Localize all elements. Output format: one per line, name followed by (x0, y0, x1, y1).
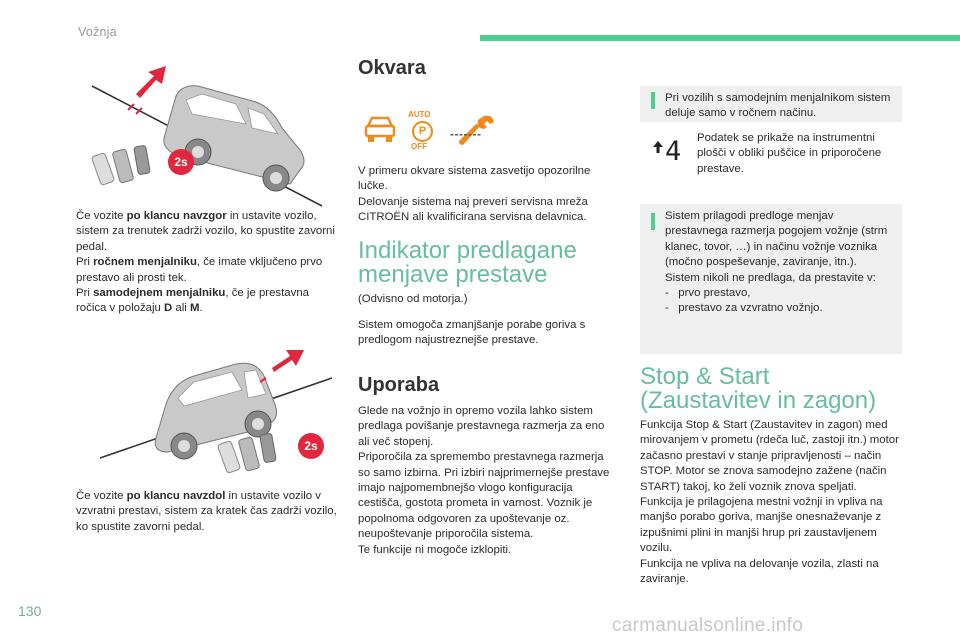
auto-label: AUTO (408, 110, 431, 119)
info-conditions-p1: Sistem prilagodi predloge menjav prestavnega razmerja pogojem vožnje (strm klanec, tovor, …) in načinu vožnje voznika (močno pospeševanje, zaviranje, itn.). (665, 210, 888, 269)
page-number: 130 (18, 603, 42, 619)
info-marker-icon (651, 92, 655, 109)
stop-start-title: Stop & Start (Zaustavitev in zagon) (640, 363, 877, 414)
uphill-paragraph-2: Pri ročnem menjalniku, če imate vključeno prvo prestavo ali prosti tek. (76, 256, 323, 284)
uphill-paragraph-3: Pri samodejnem menjalniku, če je prestavna ročica v položaju D ali M. (76, 287, 309, 315)
uphill-paragraph-1: Če vozite po klancu navzgor in ustavite vozilo, sistem za trenutek zadrži vozilo, ko spustite zavorni pedal. (76, 210, 335, 253)
header-accent-bar (480, 35, 960, 41)
gsi-title: Indikator predlagane menjave prestave (358, 237, 577, 288)
gear-shift-indicator-icon (651, 136, 687, 167)
uphill-car-illustration (86, 58, 326, 208)
section-title: Vožnja (78, 25, 117, 39)
uporaba-title: Uporaba (358, 374, 440, 396)
okvara-title: Okvara (358, 57, 426, 79)
gearbox-fault-icon (362, 112, 398, 148)
gsi-paragraph-2: Sistem omogoča zmanjšanje porabe goriva s predlogom najustreznejše prestave. (358, 319, 586, 347)
okvara-text: V primeru okvare sistema zasvetijo opozorilne lučke. Delovanje sistema naj preveri servisna mreža CITROËN ali kvalificirana servisna delavnica. (358, 165, 591, 224)
uporaba-text: Glede na vožnjo in opremo vozila lahko sistem predlaga povišanje prestavnega razmerja za eno ali več stopenj. Priporočila za spremembo prestavnega razmerja so samo izbirna. Pri izbiri najprimernejše prestave imajo najpomembnejšo vlogo konfiguracija cestišča, gostota prometa in varnost. Voznik je popolnoma odgovoren za upoštevanje oz. neupoštevanje priporočila sistema. Te funkcije ni mogoče izklopiti. (358, 405, 610, 556)
gsi-paragraph-1: (Odvisno od motorja.) (358, 293, 468, 305)
downhill-text: Če vozite po klancu navzdol in ustavite vozilo v vzvratni prestavi, sistem za kratek čas zadrži vozilo, ko spustite zavorni pedal. (76, 490, 337, 533)
warning-lights-row (362, 112, 502, 152)
info-automatic-text: Pri vozilih s samodejnim menjalnikom sistem deluje samo v ročnem načinu. (665, 92, 891, 120)
downhill-car-illustration (96, 342, 336, 492)
list-item: - prvo prestavo, (665, 287, 751, 300)
parking-brake-icon: P (412, 121, 433, 142)
off-label: OFF (411, 142, 427, 151)
gear-indicator-text: Podatek se prikaže na instrumentni plošči v obliki puščice in priporočene prestave. (697, 132, 882, 175)
watermark: carmanualsonline.info (612, 615, 804, 636)
stop-start-text: Funkcija Stop & Start (Zaustavitev in zagon) med mirovanjem v prometu (rdeča luč, zastoji itn.) motor začasno prestavi v stanje pripravljenosti – način STOP. Motor se znova samodejno zažene (način START) takoj, ko želi voznik znova speljati. Funkcija je prilagojena mestni vožnji in vpliva na manjšo porabo goriva, manjše onesnaževanje z izpušnimi plini in manjši hrup pri zaustavljenem vozilu. Funkcija ne vpliva na delovanje vozila, zlasti na zaviranje. (640, 419, 899, 586)
timer-badge-downhill (298, 433, 324, 459)
up-arrow-icon (651, 140, 665, 154)
timer-badge-label: 2s (304, 439, 318, 453)
info-conditions-text (665, 209, 899, 317)
dashes-indicator: ------- (450, 127, 482, 141)
uphill-text (76, 209, 338, 317)
gear-digit: 4 (665, 136, 682, 167)
info-marker-icon (651, 213, 655, 230)
list-item: - prestavo za vzvratno vožnjo. (665, 302, 823, 315)
timer-badge-label: 2s (174, 155, 188, 169)
info-conditions-p2: Sistem nikoli ne predlaga, da prestavite v: (665, 271, 876, 284)
timer-badge-uphill (168, 149, 194, 175)
